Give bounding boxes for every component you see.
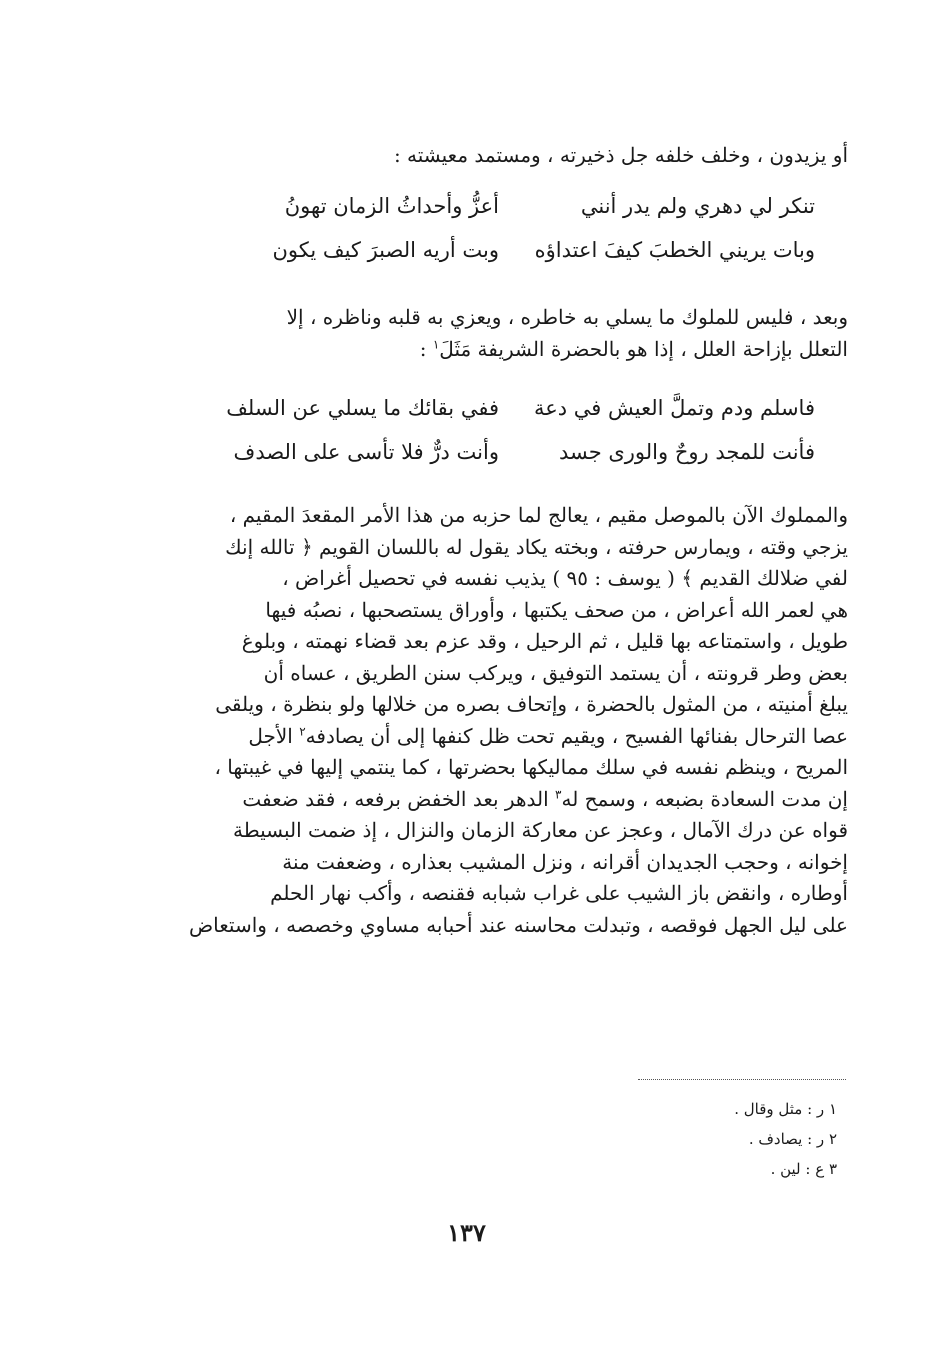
footnotes (734, 1094, 837, 1184)
poem2-verse-2-second-hemistich: وأنت درٌّ فلا تأسى على الصدف (233, 440, 499, 464)
paragraph-3-line-12: إخوانه ، وحجب الجديدان أقرانه ، ونزل المشيب بعذاره ، وضعفت منة (282, 849, 848, 874)
poem1-verse-2 (0, 230, 933, 270)
poem1-verse-1-first-hemistich: تنكر لي دهري ولم يدر أنني (580, 194, 815, 218)
paragraph-3-line-5: طويل ، واستمتاعه بها قليل ، ثم الرحيل ، وقد عزم بعد قضاء نهمته ، وبلوغ (241, 629, 848, 653)
footnote-mark-1: ١ (432, 336, 440, 351)
paragraph-3-line-6: بعض وطر قرونته ، أن يستمد التوفيق ، ويركب سنن الطريق ، عساه أن (263, 660, 848, 685)
paragraph-3-line-10-text: إن مدت السعادة بضبعه ، وسمح له (561, 786, 848, 811)
paragraph-3-line-8 (158, 721, 848, 753)
poem1-verse-1 (0, 186, 933, 226)
intro-line: أو يزيدون ، وخلف خلفه جل ذخيرته ، ومستمد معيشته : (393, 143, 848, 167)
paragraph-2-line-2-tail: : (419, 336, 433, 361)
poem2-verse-1 (0, 388, 933, 428)
paragraph-3-line-7: يبلغ أمنيته ، من المثول بالحضرة ، وإتحاف بصره من خلالها ولو بنظرة ، ويلقى (215, 692, 848, 716)
paragraph-3-line-3: لفي ضلالك القديم ﴾ ( يوسف : ٩٥ ) يذيب نفسه في تحصيل أغراض ، (282, 566, 848, 590)
paragraph-3-line-9: المريح ، وينظم نفسه في سلك مماليكها بحضرتها ، كما ينتمي إليها في غيبتها ، (214, 755, 848, 779)
footnote-separator (638, 1079, 846, 1080)
paragraph-2-line-2 (158, 334, 848, 366)
paragraph-3-line-8-text: عصا الترحال بفنائها الفسيح ، ويقيم تحت ظل كنفها إلى أن يصادفه (305, 723, 848, 748)
paragraph-3-line-10-tail: الدهر بعد الخفض برفعه ، فقد ضعفت (242, 786, 556, 811)
paragraph-3 (158, 500, 848, 941)
intro-paragraph (158, 140, 848, 172)
paragraph-2-line-2-text: التعلل بإزاحة العلل ، إذا هو بالحضرة الشريفة مَثَلَ (439, 336, 848, 361)
paragraph-3-line-1: والمملوك الآن بالموصل مقيم ، يعالج لما حزبه من هذا الأمر المقعدَ المقيم ، (229, 503, 848, 527)
paragraph-2 (158, 302, 848, 365)
paragraph-2-line-1: وبعد ، فليس للملوك ما يسلي به خاطره ، ويعزي به قلبه وناظره ، إلا (286, 305, 848, 329)
footnote-mark-2: ٢ (299, 723, 306, 738)
paragraph-3-line-13: أوطاره ، وانقض باز الشيب على غراب شبابه فقنصه ، وأكب نهار الحلم (270, 881, 848, 905)
paragraph-3-line-11: قواه عن درك الآمال ، وعجز عن معاركة الزمان والنزال ، إذ ضمت البسيطة (232, 818, 848, 842)
footnote-2: ٢ ر : يصادف . (748, 1130, 837, 1148)
paragraph-3-line-8-tail: الأجل (248, 723, 300, 748)
poem1-verse-2-second-hemistich: وبت أريه الصبرَ كيف يكون (272, 238, 499, 262)
paragraph-3-line-2: يزجي وقته ، ويمارس حرفته ، وبخته يكاد يقول له باللسان القويم ﴿ تالله إنك (225, 534, 848, 559)
poem1-verse-2-first-hemistich: وبات يريني الخطبَ كيفَ اعتداؤه (534, 238, 815, 262)
poem2-verse-1-second-hemistich: ففي بقائك ما يسلي عن السلف (226, 396, 499, 420)
poem2-verse-2 (0, 432, 933, 472)
poem2-verse-2-first-hemistich: فأنت للمجد روحٌ والورى جسد (558, 440, 815, 464)
footnote-1: ١ ر : مثل وقال . (734, 1100, 837, 1118)
footnote-mark-3: ٣ (555, 786, 562, 801)
page-number: ١٣٧ (447, 1218, 486, 1247)
poem2-verse-1-first-hemistich: فاسلم ودم وتملَّ العيش في دعة (533, 396, 815, 420)
paragraph-3-line-14: على ليل الجهل فوقصه ، وتبدلت محاسنه عند أحبابه مساوي وخصصه ، واستعاض (189, 912, 848, 937)
poem1-verse-1-second-hemistich: أعزُّ وأحداثُ الزمان تهونُ (284, 194, 499, 218)
footnote-3: ٣ ع : لين . (770, 1160, 837, 1178)
paragraph-3-line-4: هي لعمر الله أعراض ، من صحف يكتبها ، وأوراق يستصحبها ، نصبُه فيها (265, 597, 848, 622)
paragraph-3-line-10 (158, 784, 848, 816)
